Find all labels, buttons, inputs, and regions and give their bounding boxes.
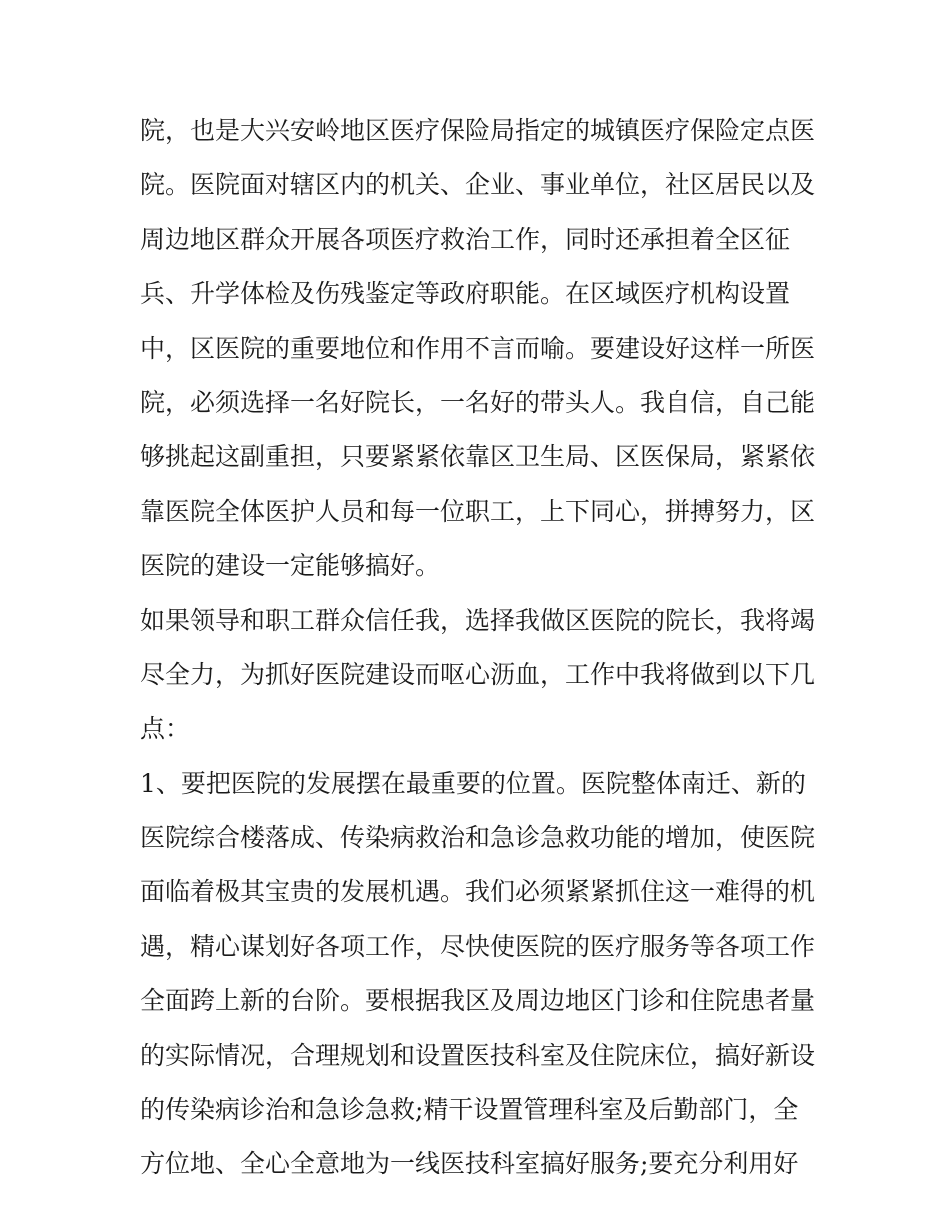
text-line: 如果领导和职工群众信任我，选择我做区医院的院长，我将竭: [140, 605, 816, 635]
text-line: 面临着极其宝贵的发展机遇。我们必须紧紧抓住这一难得的机: [140, 877, 816, 907]
text-line: 全面跨上新的台阶。要根据我区及周边地区门诊和住院患者量: [140, 986, 816, 1016]
document-body: [140, 104, 840, 1192]
text-line: 尽全力，为抓好医院建设而呕心沥血，工作中我将做到以下几: [140, 659, 816, 689]
text-line: 遇，精心谋划好各项工作，尽快使医院的医疗服务等各项工作: [140, 931, 816, 961]
text-line: 院，也是大兴安岭地区医疗保险局指定的城镇医疗保险定点医: [140, 116, 816, 145]
text-line: 方位地、全心全意地为一线医技科室搞好服务;要充分利用好: [140, 1149, 799, 1179]
text-line: 医院综合楼落成、传染病救治和急诊急救功能的增加，使医院: [140, 823, 816, 853]
text-line: 1、要把医院的发展摆在最重要的位置。医院整体南迁、新的: [140, 768, 806, 798]
text-line: 院，必须选择一名好院长，一名好的带头人。我自信，自己能: [140, 387, 816, 417]
text-line: 够挑起这副重担，只要紧紧依靠区卫生局、区医保局，紧紧依: [140, 442, 816, 472]
text-line: 医院的建设一定能够搞好。: [140, 551, 441, 581]
text-line: 的传染病诊治和急诊急救;精干设置管理科室及后勤部门，全: [140, 1095, 799, 1125]
text-line: 的实际情况，合理规划和设置医技科室及住院床位，搞好新设: [140, 1040, 816, 1070]
text-line: 靠医院全体医护人员和每一位职工，上下同心，拼搏努力，区: [140, 496, 816, 526]
text-line: 点：: [140, 714, 191, 744]
text-line: 兵、升学体检及伤残鉴定等政府职能。在区域医疗机构设置: [140, 279, 791, 309]
text-line: 院。医院面对辖区内的机关、企业、事业单位，社区居民以及: [140, 170, 816, 200]
text-line: 中，区医院的重要地位和作用不言而喻。要建设好这样一所医: [140, 333, 816, 363]
text-line: 周边地区群众开展各项医疗救治工作，同时还承担着全区征: [140, 224, 791, 254]
